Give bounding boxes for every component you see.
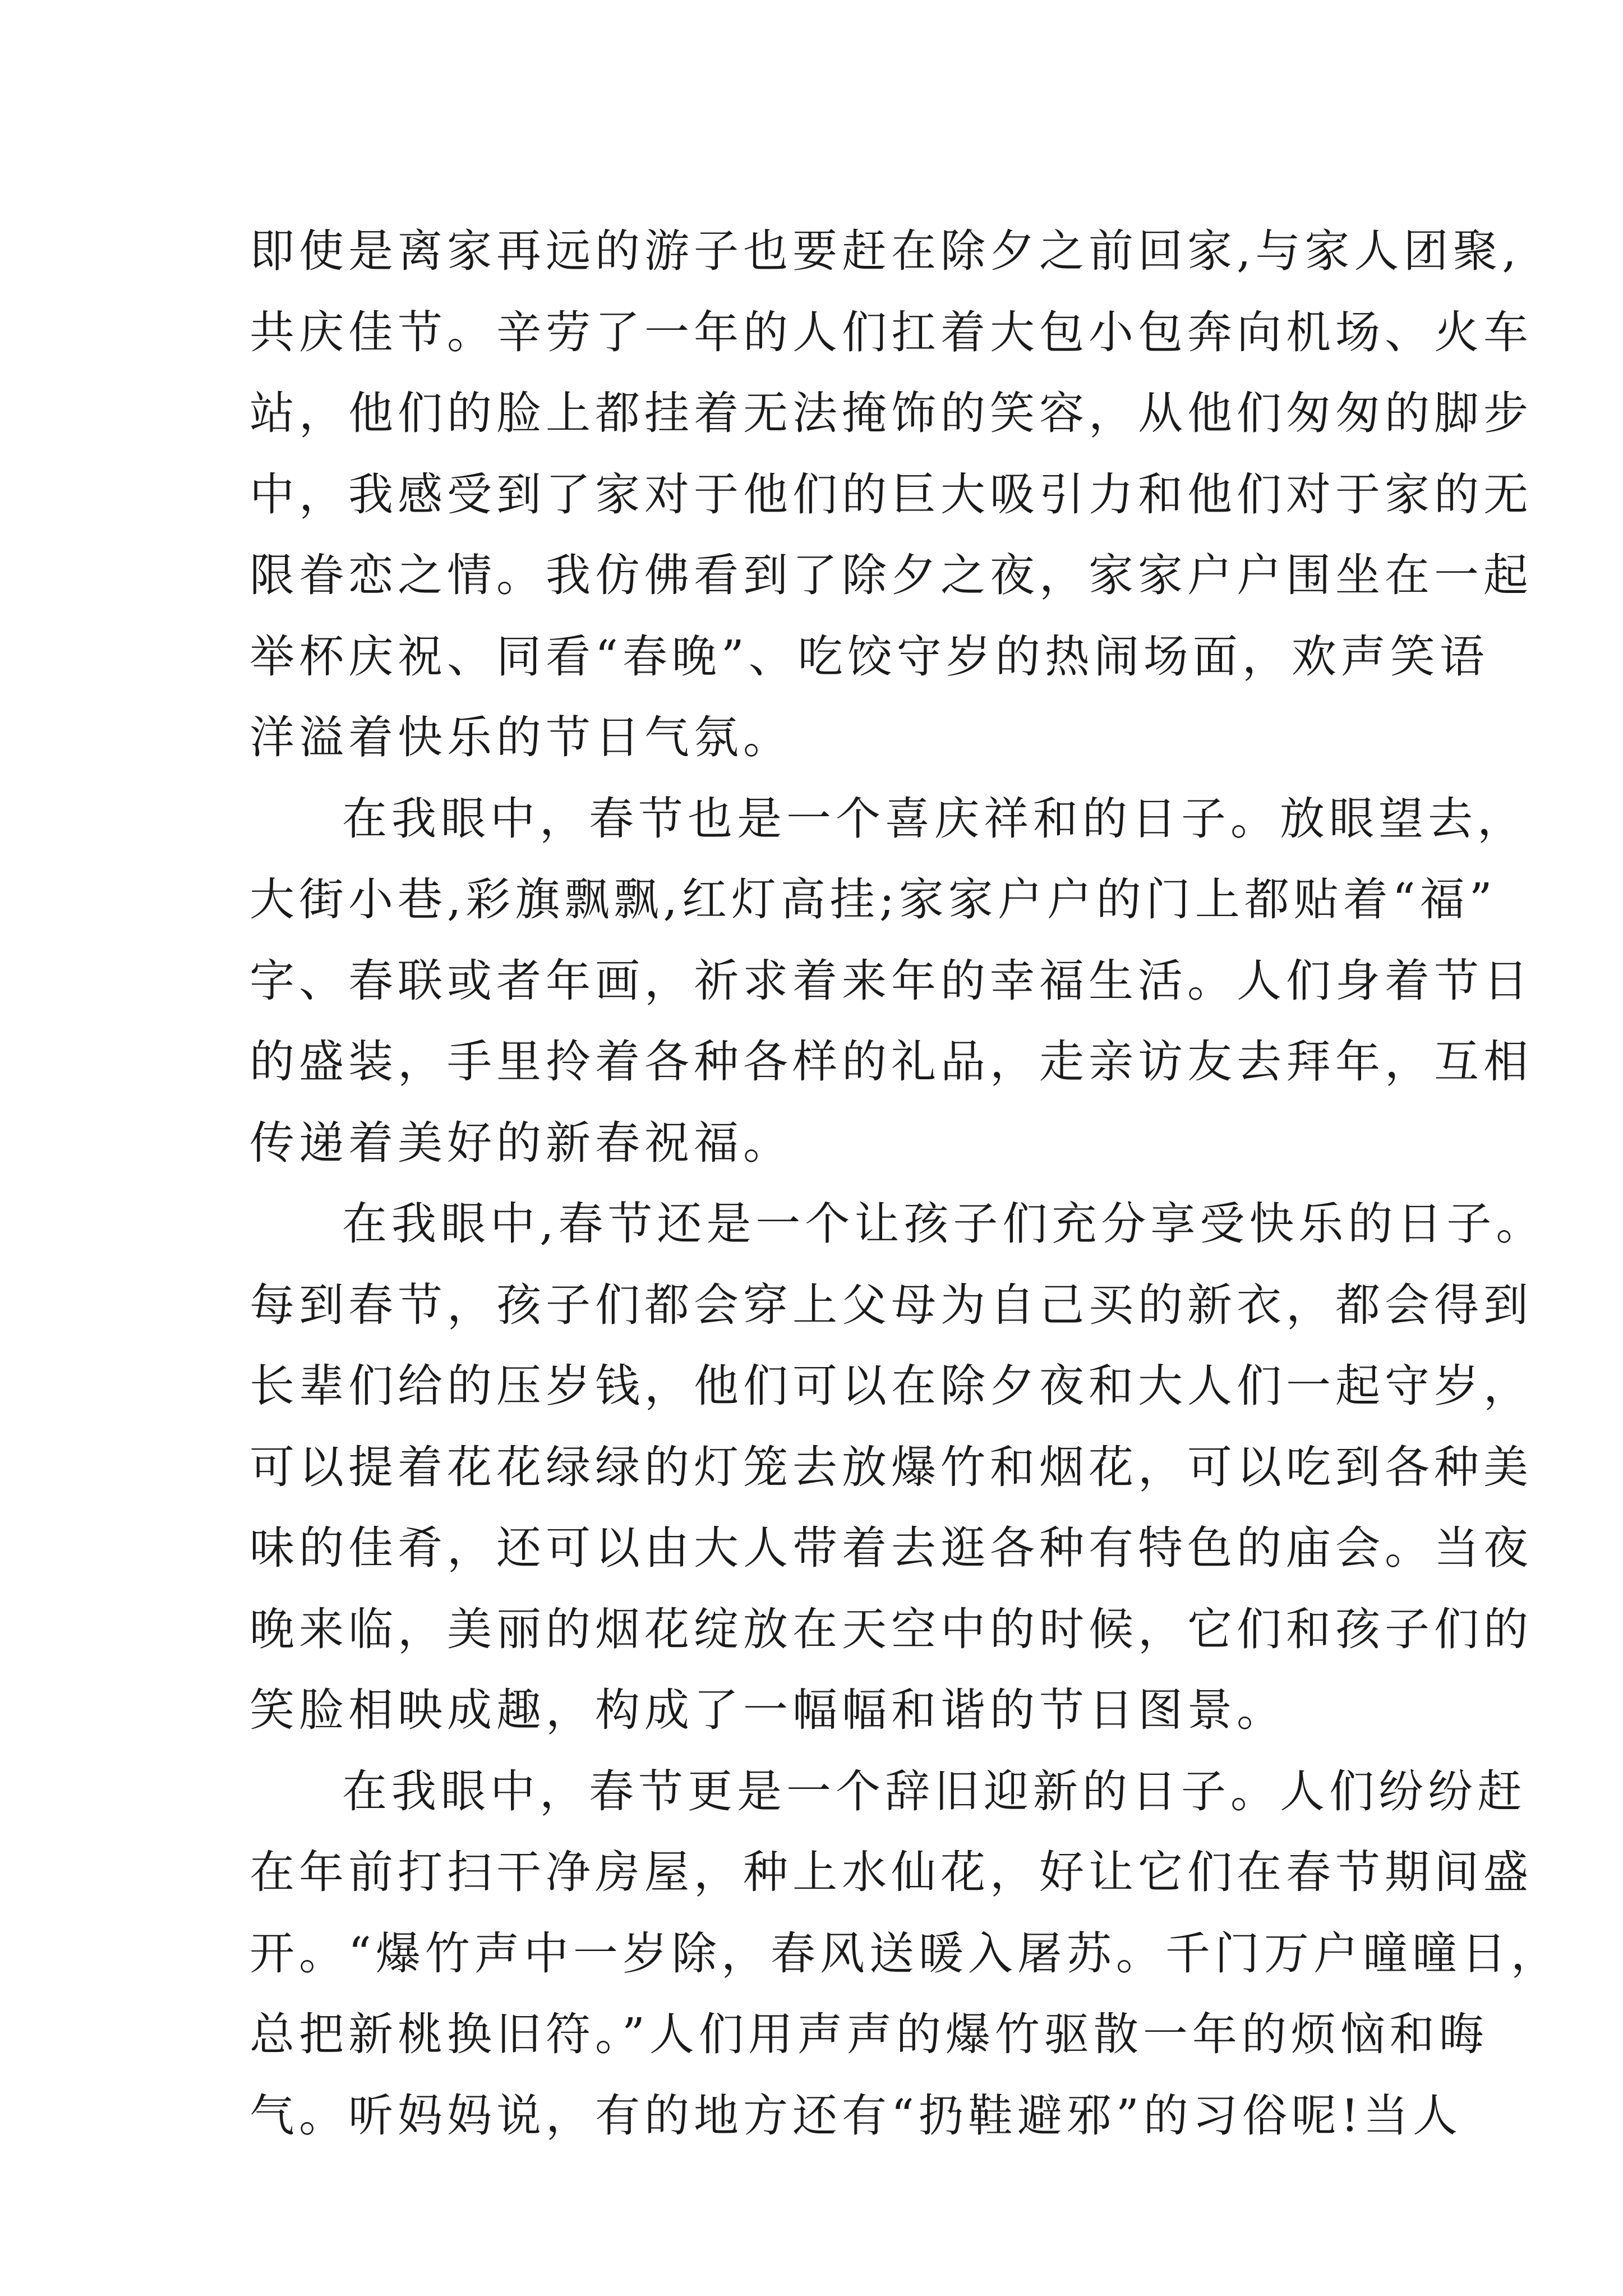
text-line: 笑脸相映成趣，构成了一幅幅和谐的节日图景。 <box>250 1684 1286 1736</box>
text-line: 长辈们给的压岁钱，他们可以在除夕夜和大人们一起守岁， <box>250 1360 1533 1412</box>
text-line: 限眷恋之情。我仿佛看到了除夕之夜，家家户户围坐在一起 <box>250 549 1533 601</box>
text-line: 在年前打扫干净房屋，种上水仙花，好让它们在春节期间盛 <box>250 1846 1533 1898</box>
text-line: 共庆佳节。辛劳了一年的人们扛着大包小包奔向机场、火车 <box>250 306 1533 358</box>
text-line: 洋溢着快乐的节日气氛。 <box>250 711 792 763</box>
text-line: 大街小巷,彩旗飘飘,红灯高挂;家家户户的门上都贴着“福” <box>250 873 1497 926</box>
paragraph-first-line: 在我眼中,春节还是一个让孩子们充分享受快乐的日子。 <box>342 1198 1546 1250</box>
text-line: 中，我感受到了家对于他们的巨大吸引力和他们对于家的无 <box>250 468 1533 521</box>
text-line: 传递着美好的新春祝福。 <box>250 1116 792 1169</box>
text-line: 气。听妈妈说，有的地方还有“扔鞋避邪”的习俗呢!当人 <box>250 2089 1462 2142</box>
text-line: 可以提着花花绿绿的灯笼去放爆竹和烟花，可以吃到各种美 <box>250 1441 1533 1493</box>
text-line: 总把新桃换旧符。”人们用声声的爆竹驱散一年的烦恼和晦 <box>250 2008 1488 2060</box>
text-line: 开。“爆竹声中一岁除，春风送暖入屠苏。千门万户曈曈日， <box>250 1927 1560 1980</box>
text-line: 晚来临，美丽的烟花绽放在天空中的时候，它们和孩子们的 <box>250 1603 1533 1655</box>
text-line: 站，他们的脸上都挂着无法掩饰的笑容，从他们匆匆的脚步 <box>250 387 1533 439</box>
document-text-body <box>250 211 1560 2156</box>
text-line: 每到春节，孩子们都会穿上父母为自己买的新衣，都会得到 <box>250 1278 1533 1331</box>
paragraph-first-line: 在我眼中，春节也是一个喜庆祥和的日子。放眼望去， <box>342 792 1527 845</box>
text-line: 即使是离家再远的游子也要赶在除夕之前回家,与家人团聚, <box>250 225 1521 277</box>
text-line: 字、春联或者年画，祈求着来年的幸福生活。人们身着节日 <box>250 954 1533 1007</box>
paragraph-first-line: 在我眼中，春节更是一个辞旧迎新的日子。人们纷纷赶 <box>342 1765 1527 1818</box>
text-line: 味的佳肴，还可以由大人带着去逛各种有特色的庙会。当夜 <box>250 1522 1533 1574</box>
text-line: 举杯庆祝、同看“春晚”、吃饺守岁的热闹场面，欢声笑语 <box>250 630 1489 683</box>
text-line: 的盛装，手里拎着各种各样的礼品，走亲访友去拜年，互相 <box>250 1036 1533 1088</box>
